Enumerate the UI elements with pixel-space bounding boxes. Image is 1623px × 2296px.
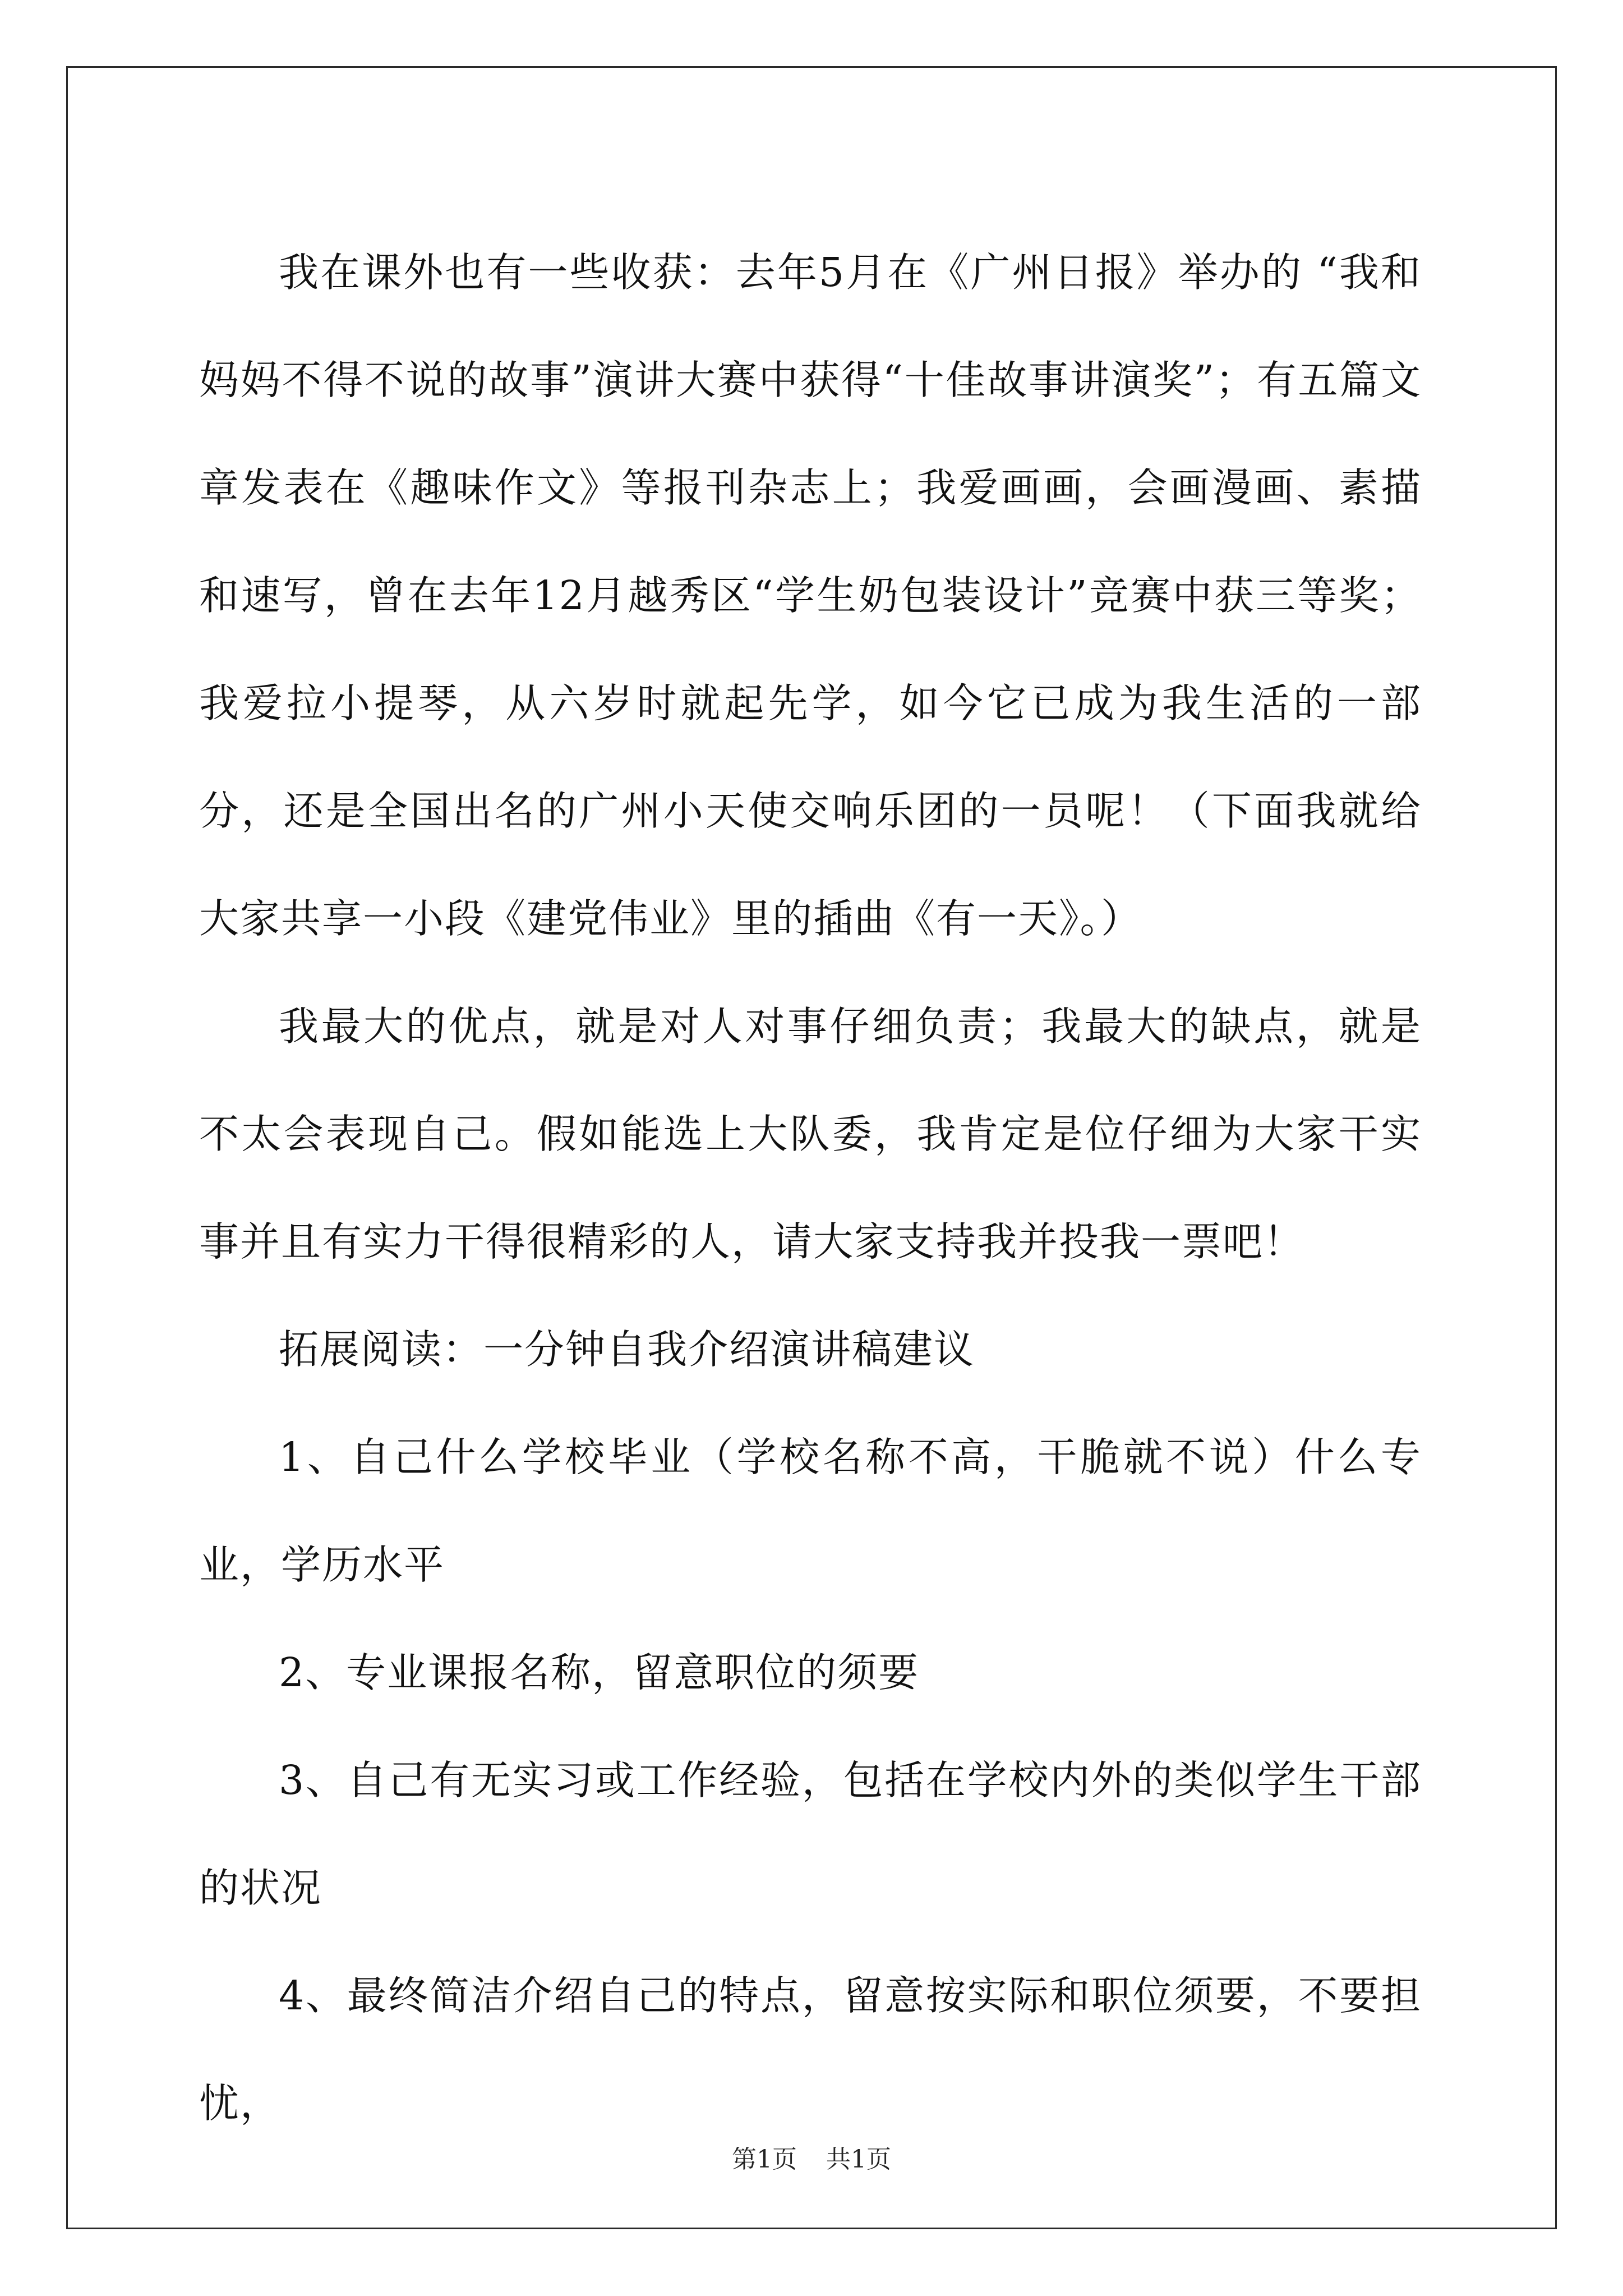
page-total: 共1页 — [826, 2145, 891, 2174]
paragraph-tip-3: 3、自己有无实习或工作经验，包括在学校内外的类似学生干部的状况 — [199, 1757, 1422, 1911]
page-footer — [0, 2143, 1623, 2177]
paragraph-strengths: 我最大的优点，就是对人对事仔细负责；我最大的缺点，就是不太会表现自己。假如能选上大队委，我肯定是位仔细为大家干实事并且有实力干得很精彩的人，请大家支持我并投我一票吧！ — [199, 1003, 1422, 1265]
page-number: 第1页 — [732, 2145, 797, 2174]
paragraph-tip-1: 1、自己什么学校毕业（学校名称不高，干脆就不说）什么专业，学历水平 — [199, 1434, 1422, 1588]
paragraph-extracurricular: 我在课外也有一些收获：去年5月在《广州日报》举办的 “我和妈妈不得不说的故事”演讲大赛中获得“十佳故事讲演奖”；有五篇文章发表在《趣味作文》等报刊杂志上；我爱画画，会画漫画、素描和速写，曾在去年12月越秀区“学生奶包装设计”竞赛中获三等奖；我爱拉小提琴，从六岁时就起先学，如今它已成为我生活的一部分，还是全国出名的广州小天使交响乐团的一员呢！（下面我就给大家共享一小段《建党伟业》里的插曲《有一天》。） — [199, 249, 1422, 942]
document-body — [199, 219, 1422, 2157]
paragraph-tip-2: 2、专业课报名称，留意职位的须要 — [279, 1649, 920, 1696]
paragraph-extended-reading-title: 拓展阅读：一分钟自我介绍演讲稿建议 — [279, 1326, 975, 1373]
paragraph-tip-4: 4、最终简洁介绍自己的特点，留意按实际和职位须要，不要担忧， — [199, 1972, 1422, 2127]
